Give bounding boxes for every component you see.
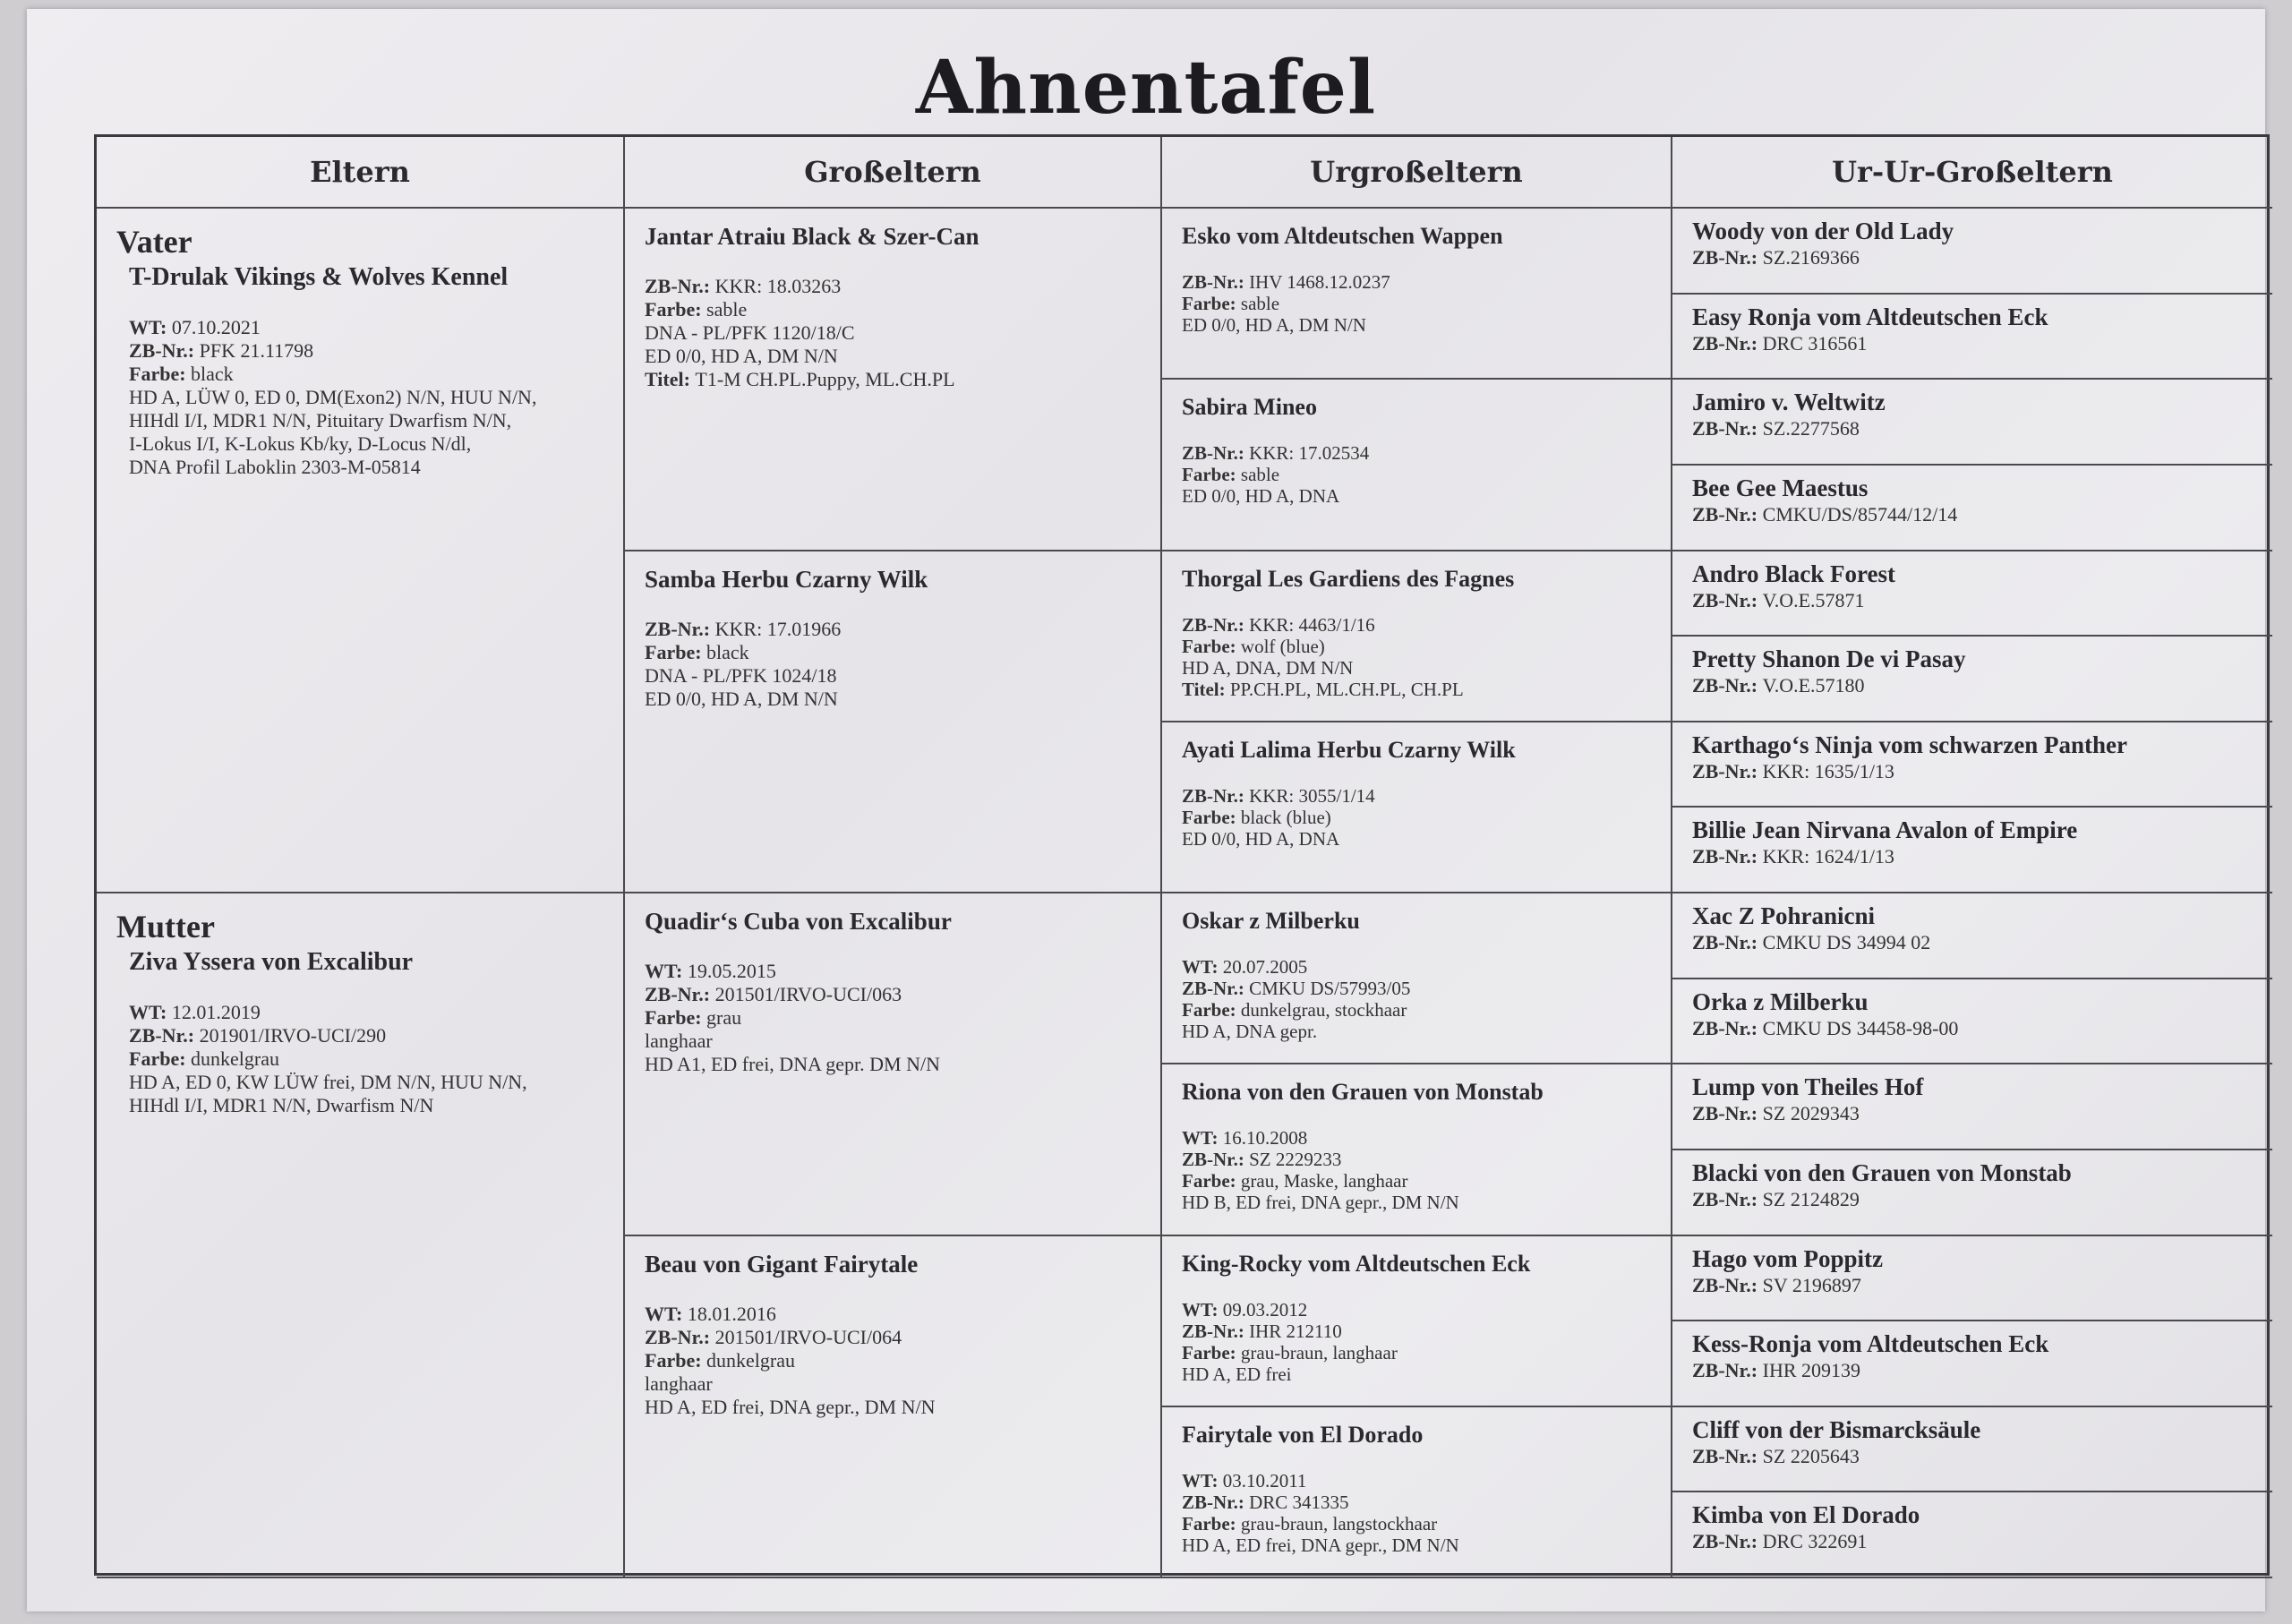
great-grandparent-8-farbe-value: grau-braun, langstockhaar (1240, 1512, 1438, 1534)
great-great-grandparent-9 (1672, 893, 2272, 979)
header-urgrosseltern: Urgroßeltern (1162, 137, 1672, 209)
great-great-grandparent-1-details (1692, 246, 2253, 269)
great-great-grandparent-14-zb (1692, 1359, 2253, 1382)
great-grandparent-5-farbe-value: dunkelgrau, stockhaar (1240, 999, 1407, 1021)
grandparent-4-zb-label: ZB-Nr.: (645, 1325, 715, 1348)
great-great-grandparent-7-details (1692, 760, 2253, 783)
great-great-grandparent-13-details (1692, 1274, 2253, 1297)
great-grandparent-1-zb-value: IHV 1468.12.0237 (1249, 271, 1390, 293)
parent-2-zb-value: 201901/IRVO-UCI/290 (199, 1024, 387, 1047)
great-grandparent-6-farbe (1182, 1170, 1651, 1192)
great-great-grandparent-12-zb-value: SZ 2124829 (1762, 1187, 1860, 1210)
grandparent-1-farbe-value: sable (706, 298, 748, 321)
grandparent-3 (625, 893, 1162, 1236)
great-great-grandparent-7-zb (1692, 760, 2253, 783)
grandparent-4-wt-value: 18.01.2016 (687, 1302, 776, 1325)
parent-1-zb-value: PFK 21.11798 (199, 339, 314, 362)
great-great-grandparent-2-name: Easy Ronja vom Altdeutschen Eck (1692, 303, 2048, 330)
parent-2-wt-value: 12.01.2019 (171, 1001, 261, 1023)
parent-1-extra: I-Lokus I/I, K-Lokus Kb/ky, D-Locus N/dl, (129, 432, 472, 455)
great-grandparent-6-name: Riona von den Grauen von Monstab (1182, 1079, 1544, 1106)
grandparent-4 (625, 1236, 1162, 1579)
great-grandparent-3-farbe-label: Farbe: (1182, 635, 1241, 657)
great-grandparent-5-name: Oskar z Milberku (1182, 908, 1360, 934)
grandparent-3-wt-value: 19.05.2015 (687, 960, 776, 982)
grandparent-2-zb-value: KKR: 17.01966 (714, 617, 842, 640)
parent-1-extra: HIHdl I/I, MDR1 N/N, Pituitary Dwarfism N/N, (129, 409, 512, 432)
grandparent-1-titel-value: T1-M CH.PL.Puppy, ML.CH.PL (695, 368, 955, 390)
great-great-grandparent-1-zb (1692, 246, 2253, 269)
great-great-grandparent-11-details (1692, 1102, 2253, 1125)
parent-1-wt-label: WT: (129, 316, 172, 338)
great-grandparent-3-extra: HD A, DNA, DM N/N (1182, 656, 1354, 679)
great-grandparent-1-name: Esko vom Altdeutschen Wappen (1182, 223, 1503, 249)
great-grandparent-8-wt-label: WT: (1182, 1469, 1223, 1492)
great-great-grandparent-13-zb-value: SV 2196897 (1762, 1273, 1861, 1296)
great-great-grandparent-8-details (1692, 845, 2253, 868)
great-great-grandparent-16-zb (1692, 1530, 2253, 1553)
great-great-grandparent-1-zb-label: ZB-Nr.: (1692, 246, 1763, 269)
grandparent-2-extra: ED 0/0, HD A, DM N/N (645, 687, 838, 710)
great-great-grandparent-5-zb-label: ZB-Nr.: (1692, 588, 1763, 611)
grandparent-4-farbe-value: dunkelgrau (706, 1348, 795, 1372)
great-grandparent-1-details (1182, 271, 1651, 336)
page-title: Ahnentafel (915, 45, 1377, 131)
parent-2-name: Ziva Yssera von Excalibur (129, 948, 414, 976)
great-grandparent-4-farbe-value: black (blue) (1240, 806, 1331, 828)
great-grandparent-4 (1162, 722, 1672, 893)
great-grandparent-4-extra: ED 0/0, HD A, DNA (1182, 827, 1340, 850)
great-great-grandparent-6-name: Pretty Shanon De vi Pasay (1692, 645, 1966, 673)
great-great-grandparent-6-zb-value: V.O.E.57180 (1762, 674, 1865, 697)
great-grandparent-8-zb (1182, 1492, 1651, 1513)
grandparent-4-details (645, 1303, 1141, 1419)
great-great-grandparent-2-details (1692, 332, 2253, 355)
great-grandparent-8-wt-value: 03.10.2011 (1222, 1469, 1307, 1492)
great-great-grandparent-12-zb (1692, 1188, 2253, 1211)
great-grandparent-7-name: King-Rocky vom Altdeutschen Eck (1182, 1250, 1531, 1277)
great-great-grandparent-12-details (1692, 1188, 2253, 1211)
parent-2-zb-label: ZB-Nr.: (129, 1024, 200, 1047)
great-grandparent-5-zb (1182, 978, 1651, 999)
grandparent-3-extra: langhaar (645, 1030, 713, 1052)
parent-2-farbe (129, 1047, 603, 1071)
great-grandparent-3 (1162, 551, 1672, 722)
great-great-grandparent-10-details (1692, 1017, 2253, 1040)
great-grandparent-3-zb-value: KKR: 4463/1/16 (1249, 613, 1375, 636)
parent-1-extra: HD A, LÜW 0, ED 0, DM(Exon2) N/N, HUU N/N, (129, 386, 537, 408)
great-grandparent-3-zb (1182, 614, 1651, 636)
great-grandparent-1-farbe-label: Farbe: (1182, 293, 1241, 314)
great-great-grandparent-5-name: Andro Black Forest (1692, 560, 1896, 587)
great-great-grandparent-3-zb-value: SZ.2277568 (1762, 417, 1860, 440)
great-grandparent-3-zb-label: ZB-Nr.: (1182, 613, 1250, 636)
great-grandparent-5-extra: HD A, DNA gepr. (1182, 1021, 1318, 1042)
parent-1-farbe (129, 363, 603, 386)
great-grandparent-2-zb-value: KKR: 17.02534 (1249, 442, 1370, 465)
grandparent-3-farbe (645, 1006, 1141, 1030)
great-great-grandparent-7-zb-label: ZB-Nr.: (1692, 759, 1763, 782)
parent-2 (97, 893, 625, 1578)
grandparent-1-name: Jantar Atraiu Black & Szer-Can (645, 223, 979, 250)
great-great-grandparent-6 (1672, 637, 2272, 722)
great-grandparent-2-zb-label: ZB-Nr.: (1182, 442, 1250, 465)
great-great-grandparent-7-name: Karthago‘s Ninja vom schwarzen Panther (1692, 731, 2127, 758)
grandparent-1-farbe-label: Farbe: (645, 298, 707, 321)
grandparent-4-extra: HD A, ED frei, DNA gepr., DM N/N (645, 1395, 936, 1418)
great-great-grandparent-13-name: Hago vom Poppitz (1692, 1244, 1883, 1272)
grandparent-3-farbe-label: Farbe: (645, 1006, 707, 1029)
great-grandparent-5-farbe-label: Farbe: (1182, 999, 1241, 1021)
great-great-grandparent-5-zb-value: V.O.E.57871 (1762, 588, 1865, 611)
parent-2-extra: HIHdl I/I, MDR1 N/N, Dwarfism N/N (129, 1094, 434, 1116)
parent-1-extra: DNA Profil Laboklin 2303-M-05814 (129, 456, 421, 478)
great-great-grandparent-9-zb (1692, 931, 2253, 954)
great-great-grandparent-14-zb-value: IHR 209139 (1762, 1359, 1861, 1382)
great-great-grandparent-1-zb-value: SZ.2169366 (1762, 246, 1860, 269)
parent-1-zb-label: ZB-Nr.: (129, 339, 200, 362)
grandparent-3-zb-value: 201501/IRVO-UCI/063 (714, 983, 902, 1005)
great-grandparent-6-wt-value: 16.10.2008 (1222, 1127, 1308, 1150)
grandparent-2-farbe-label: Farbe: (645, 640, 707, 663)
great-grandparent-7-details (1182, 1299, 1651, 1385)
great-grandparent-1-farbe-value: sable (1240, 293, 1280, 314)
grandparent-1-extra: DNA - PL/PFK 1120/18/C (645, 321, 855, 344)
great-grandparent-8-zb-value: DRC 341335 (1249, 1491, 1349, 1513)
great-great-grandparent-16-zb-label: ZB-Nr.: (1692, 1530, 1763, 1553)
great-great-grandparent-16 (1672, 1492, 2272, 1578)
great-grandparent-4-zb-value: KKR: 3055/1/14 (1249, 784, 1375, 807)
parent-2-details (129, 1001, 603, 1117)
parent-1-zb (129, 339, 603, 363)
great-great-grandparent-16-name: Kimba von El Dorado (1692, 1501, 1920, 1529)
parent-2-farbe-label: Farbe: (129, 1047, 192, 1070)
great-great-grandparent-6-zb-label: ZB-Nr.: (1692, 674, 1763, 697)
great-great-grandparent-9-zb-value: CMKU DS 34994 02 (1762, 931, 1931, 953)
great-great-grandparent-13-zb (1692, 1274, 2253, 1297)
great-great-grandparent-5-details (1692, 589, 2253, 612)
great-great-grandparent-10 (1672, 979, 2272, 1065)
great-great-grandparent-10-zb (1692, 1017, 2253, 1040)
great-great-grandparent-10-zb-label: ZB-Nr.: (1692, 1016, 1763, 1039)
great-great-grandparent-8-zb-value: KKR: 1624/1/13 (1762, 845, 1894, 868)
great-great-grandparent-1-name: Woody von der Old Lady (1692, 218, 1954, 244)
great-grandparent-2-farbe-value: sable (1240, 464, 1280, 486)
grandparent-3-details (645, 960, 1141, 1076)
header-eltern: Eltern (97, 137, 625, 209)
great-grandparent-5-wt-label: WT: (1182, 956, 1223, 978)
great-grandparent-8-farbe-label: Farbe: (1182, 1512, 1241, 1534)
great-grandparent-3-details (1182, 614, 1651, 700)
great-great-grandparent-11-name: Lump von Theiles Hof (1692, 1073, 1924, 1101)
grandparent-4-farbe-label: Farbe: (645, 1348, 707, 1372)
great-grandparent-1-zb (1182, 271, 1651, 293)
great-great-grandparent-8-zb (1692, 845, 2253, 868)
great-grandparent-6-farbe-label: Farbe: (1182, 1170, 1241, 1192)
great-grandparent-8-name: Fairytale von El Dorado (1182, 1421, 1424, 1448)
great-grandparent-2-extra: ED 0/0, HD A, DNA (1182, 485, 1340, 508)
great-great-grandparent-14-details (1692, 1359, 2253, 1382)
parent-2-wt-label: WT: (129, 1001, 172, 1023)
grandparent-4-wt (645, 1303, 1141, 1326)
parent-2-extra: HD A, ED 0, KW LÜW frei, DM N/N, HUU N/N, (129, 1071, 527, 1093)
great-great-grandparent-10-zb-value: CMKU DS 34458-98-00 (1762, 1016, 1959, 1039)
great-great-grandparent-2-zb-value: DRC 316561 (1762, 331, 1868, 355)
great-great-grandparent-1 (1672, 209, 2272, 295)
great-grandparent-4-farbe (1182, 807, 1651, 828)
great-grandparent-5-wt-value: 20.07.2005 (1222, 956, 1308, 978)
parent-1-name: T-Drulak Vikings & Wolves Kennel (129, 263, 509, 291)
great-grandparent-6-wt-label: WT: (1182, 1127, 1223, 1150)
grandparent-2-details (645, 618, 1141, 711)
great-great-grandparent-14-zb-label: ZB-Nr.: (1692, 1359, 1763, 1382)
great-great-grandparent-6-zb (1692, 674, 2253, 697)
great-grandparent-1 (1162, 209, 1672, 380)
great-grandparent-5-zb-label: ZB-Nr.: (1182, 978, 1250, 999)
great-great-grandparent-11-zb-label: ZB-Nr.: (1692, 1102, 1763, 1125)
grandparent-3-zb-label: ZB-Nr.: (645, 983, 715, 1005)
great-grandparent-3-titel-label: Titel: (1182, 678, 1230, 700)
great-great-grandparent-6-details (1692, 674, 2253, 697)
great-grandparent-7-zb-value: IHR 212110 (1249, 1320, 1342, 1342)
great-grandparent-2-farbe (1182, 464, 1651, 485)
grandparent-1-zb-value: KKR: 18.03263 (714, 275, 842, 297)
grandparent-1-details (645, 275, 1141, 391)
grandparent-1-titel (645, 368, 1141, 391)
great-great-grandparent-4-zb-value: CMKU/DS/85744/12/14 (1762, 502, 1958, 526)
great-grandparent-8-extra: HD A, ED frei, DNA gepr., DM N/N (1182, 1534, 1459, 1556)
great-grandparent-4-zb-label: ZB-Nr.: (1182, 784, 1250, 807)
great-great-grandparent-15-name: Cliff von der Bismarcksäule (1692, 1415, 1981, 1443)
great-grandparent-7-farbe-value: grau-braun, langhaar (1240, 1341, 1398, 1363)
grandparent-3-farbe-value: grau (706, 1006, 742, 1029)
great-grandparent-2 (1162, 380, 1672, 551)
grandparent-4-wt-label: WT: (645, 1302, 688, 1325)
great-great-grandparent-15-details (1692, 1445, 2253, 1468)
great-great-grandparent-11-zb-value: SZ 2029343 (1762, 1102, 1860, 1125)
great-grandparent-6-wt (1182, 1127, 1651, 1149)
great-great-grandparent-5 (1672, 551, 2272, 637)
great-grandparent-5-details (1182, 956, 1651, 1042)
grandparent-1-zb (645, 275, 1141, 298)
great-grandparent-6-extra: HD B, ED frei, DNA gepr., DM N/N (1182, 1192, 1459, 1214)
great-grandparent-3-name: Thorgal Les Gardiens des Fagnes (1182, 565, 1515, 592)
great-grandparent-8-farbe (1182, 1513, 1651, 1534)
great-great-grandparent-4-zb (1692, 503, 2253, 526)
great-grandparent-8 (1162, 1407, 1672, 1578)
pedigree-table (94, 134, 2270, 1576)
great-great-grandparent-3-zb-label: ZB-Nr.: (1692, 417, 1763, 440)
grandparent-4-farbe (645, 1349, 1141, 1372)
great-great-grandparent-4-zb-label: ZB-Nr.: (1692, 502, 1763, 526)
parent-1-wt (129, 316, 603, 339)
great-great-grandparent-15-zb (1692, 1445, 2253, 1468)
great-grandparent-2-farbe-label: Farbe: (1182, 464, 1241, 486)
pedigree-sheet (27, 9, 2265, 1611)
grandparent-2-name: Samba Herbu Czarny Wilk (645, 565, 928, 593)
great-great-grandparent-14 (1672, 1321, 2272, 1407)
grandparent-2-farbe-value: black (706, 640, 749, 663)
great-great-grandparent-15 (1672, 1407, 2272, 1493)
great-great-grandparent-11-zb (1692, 1102, 2253, 1125)
great-grandparent-8-wt (1182, 1470, 1651, 1492)
great-great-grandparent-5-zb (1692, 589, 2253, 612)
header-ururgrosseltern: Ur-Ur-Großeltern (1672, 137, 2272, 209)
great-grandparent-6-zb (1182, 1149, 1651, 1170)
great-great-grandparent-3-zb (1692, 417, 2253, 440)
great-grandparent-5-wt (1182, 956, 1651, 978)
great-great-grandparent-12-zb-label: ZB-Nr.: (1692, 1187, 1763, 1210)
great-great-grandparent-13 (1672, 1236, 2272, 1322)
great-great-grandparent-2 (1672, 295, 2272, 380)
header-grosseltern: Großeltern (625, 137, 1162, 209)
grandparent-4-extra: langhaar (645, 1372, 713, 1395)
great-grandparent-1-zb-label: ZB-Nr.: (1182, 271, 1250, 293)
great-great-grandparent-2-zb (1692, 332, 2253, 355)
great-great-grandparent-4-details (1692, 503, 2253, 526)
great-great-grandparent-3-name: Jamiro v. Weltwitz (1692, 389, 1886, 416)
parent-1-farbe-value: black (191, 363, 234, 385)
great-great-grandparent-4 (1672, 466, 2272, 551)
great-grandparent-3-farbe-value: wolf (blue) (1240, 635, 1325, 657)
great-grandparent-7-zb-label: ZB-Nr.: (1182, 1320, 1250, 1342)
great-grandparent-5 (1162, 893, 1672, 1064)
grandparent-1-titel-label: Titel: (645, 368, 696, 390)
grandparent-3-wt-label: WT: (645, 960, 688, 982)
grandparent-4-zb-value: 201501/IRVO-UCI/064 (714, 1325, 902, 1348)
great-grandparent-7-wt-value: 09.03.2012 (1222, 1298, 1308, 1321)
grandparent-2-extra: DNA - PL/PFK 1024/18 (645, 663, 837, 687)
great-great-grandparent-9-details (1692, 931, 2253, 954)
grandparent-2-zb-label: ZB-Nr.: (645, 617, 715, 640)
great-grandparent-4-farbe-label: Farbe: (1182, 806, 1241, 828)
great-great-grandparent-4-name: Bee Gee Maestus (1692, 474, 1869, 501)
great-grandparent-2-zb (1182, 442, 1651, 464)
great-great-grandparent-11 (1672, 1064, 2272, 1150)
great-great-grandparent-9-zb-label: ZB-Nr.: (1692, 931, 1763, 953)
grandparent-1-farbe (645, 298, 1141, 321)
grandparent-3-wt (645, 960, 1141, 983)
parent-2-zb (129, 1024, 603, 1047)
great-grandparent-1-extra: ED 0/0, HD A, DM N/N (1182, 314, 1366, 336)
grandparent-1-extra: ED 0/0, HD A, DM N/N (645, 345, 838, 367)
great-grandparent-2-name: Sabira Mineo (1182, 394, 1317, 421)
great-great-grandparent-7-zb-value: KKR: 1635/1/13 (1762, 759, 1894, 782)
great-grandparent-7-extra: HD A, ED frei (1182, 1363, 1292, 1385)
great-grandparent-2-details (1182, 442, 1651, 507)
great-great-grandparent-7 (1672, 722, 2272, 808)
great-grandparent-4-name: Ayati Lalima Herbu Czarny Wilk (1182, 736, 1516, 763)
great-grandparent-7-zb (1182, 1321, 1651, 1342)
great-great-grandparent-15-zb-value: SZ 2205643 (1762, 1444, 1860, 1467)
great-great-grandparent-8-name: Billie Jean Nirvana Avalon of Empire (1692, 816, 2078, 844)
great-grandparent-5-zb-value: CMKU DS/57993/05 (1249, 978, 1411, 999)
great-great-grandparent-8-zb-label: ZB-Nr.: (1692, 845, 1763, 868)
grandparent-3-extra: HD A1, ED frei, DNA gepr. DM N/N (645, 1053, 940, 1075)
great-grandparent-4-details (1182, 785, 1651, 850)
grandparent-4-zb (645, 1326, 1141, 1349)
parent-2-role: Mutter (116, 909, 215, 944)
parent-2-wt (129, 1001, 603, 1024)
great-grandparent-3-titel (1182, 679, 1651, 700)
great-grandparent-8-zb-label: ZB-Nr.: (1182, 1491, 1250, 1513)
grandparent-3-name: Quadir‘s Cuba von Excalibur (645, 908, 952, 935)
great-great-grandparent-14-name: Kess-Ronja vom Altdeutschen Eck (1692, 1330, 2049, 1358)
grandparent-1 (625, 209, 1162, 551)
grandparent-2 (625, 551, 1162, 894)
grandparent-2-zb (645, 618, 1141, 641)
great-grandparent-8-details (1182, 1470, 1651, 1556)
great-grandparent-7-farbe (1182, 1342, 1651, 1363)
great-grandparent-6-details (1182, 1127, 1651, 1213)
great-great-grandparent-12-name: Blacki von den Grauen von Monstab (1692, 1158, 2072, 1186)
parent-2-farbe-value: dunkelgrau (191, 1047, 279, 1070)
parent-1-wt-value: 07.10.2021 (171, 316, 261, 338)
great-great-grandparent-3 (1672, 380, 2272, 466)
great-grandparent-6 (1162, 1064, 1672, 1235)
great-grandparent-4-zb (1182, 785, 1651, 807)
great-great-grandparent-12 (1672, 1150, 2272, 1236)
great-grandparent-6-zb-value: SZ 2229233 (1249, 1149, 1342, 1171)
great-great-grandparent-15-zb-label: ZB-Nr.: (1692, 1444, 1763, 1467)
great-great-grandparent-13-zb-label: ZB-Nr.: (1692, 1273, 1763, 1296)
great-grandparent-7 (1162, 1236, 1672, 1407)
great-great-grandparent-3-details (1692, 417, 2253, 440)
great-grandparent-1-farbe (1182, 293, 1651, 314)
grandparent-4-name: Beau von Gigant Fairytale (645, 1250, 919, 1278)
grandparent-2-farbe (645, 641, 1141, 664)
great-grandparent-5-farbe (1182, 999, 1651, 1021)
great-grandparent-3-titel-value: PP.CH.PL, ML.CH.PL, CH.PL (1229, 678, 1464, 700)
grandparent-1-zb-label: ZB-Nr.: (645, 275, 715, 297)
great-great-grandparent-16-zb-value: DRC 322691 (1762, 1530, 1868, 1553)
great-grandparent-7-wt (1182, 1299, 1651, 1321)
parent-1-farbe-label: Farbe: (129, 363, 192, 385)
great-great-grandparent-2-zb-label: ZB-Nr.: (1692, 331, 1763, 355)
parent-1 (97, 209, 625, 893)
great-great-grandparent-10-name: Orka z Milberku (1692, 987, 1869, 1015)
great-great-grandparent-8 (1672, 808, 2272, 893)
parent-1-details (129, 316, 603, 479)
great-great-grandparent-9-name: Xac Z Pohranicni (1692, 902, 1876, 929)
great-grandparent-7-wt-label: WT: (1182, 1298, 1223, 1321)
great-grandparent-6-farbe-value: grau, Maske, langhaar (1240, 1170, 1408, 1192)
great-great-grandparent-16-details (1692, 1530, 2253, 1553)
great-grandparent-7-farbe-label: Farbe: (1182, 1341, 1241, 1363)
great-grandparent-6-zb-label: ZB-Nr.: (1182, 1149, 1250, 1171)
parent-1-role: Vater (116, 224, 192, 260)
great-grandparent-3-farbe (1182, 636, 1651, 657)
grandparent-3-zb (645, 983, 1141, 1006)
